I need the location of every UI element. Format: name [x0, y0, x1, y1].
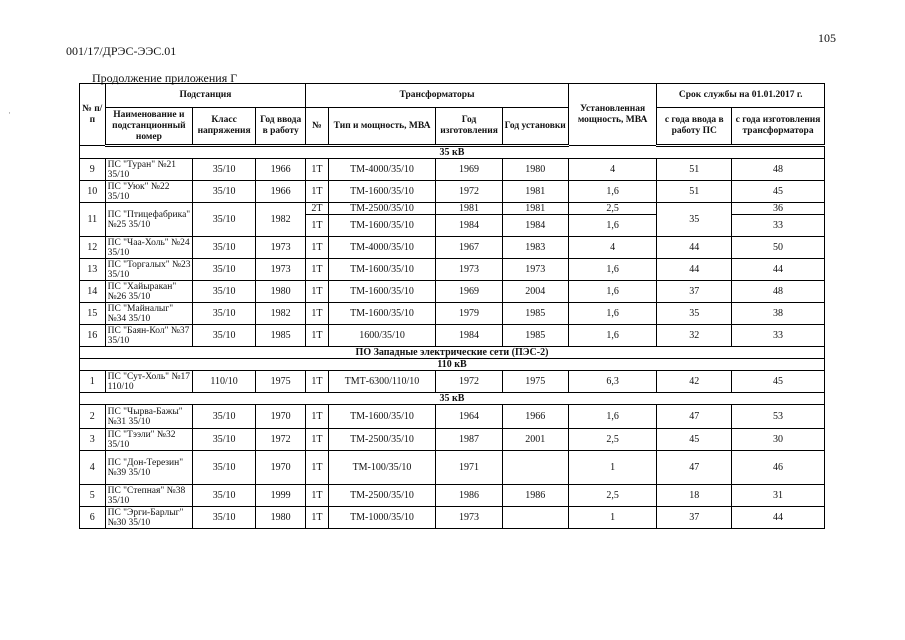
- col-header-since-commission: с года ввода в работу ПС: [657, 108, 732, 146]
- cell-installed-power: 1,6: [568, 325, 657, 347]
- cell-year-made: 1984: [436, 215, 502, 237]
- cell-year-made: 1971: [436, 451, 502, 485]
- cell-voltage-class: 35/10: [193, 429, 256, 451]
- page-number: 105: [818, 31, 836, 45]
- col-header-num: № п/п: [80, 84, 106, 146]
- cell-life-since-commission: 44: [657, 259, 732, 281]
- cell-year-commission: 1966: [256, 159, 306, 181]
- cell-life-since-made: 45: [732, 371, 825, 393]
- cell-type-power: ТМ-1600/35/10: [328, 281, 436, 303]
- cell-year-made: 1969: [436, 281, 502, 303]
- cell-name: ПС "Туран" №21 35/10: [105, 159, 193, 181]
- cell-year-made: 1981: [436, 203, 502, 215]
- cell-num: 6: [80, 507, 106, 529]
- cell-installed-power: 1,6: [568, 215, 657, 237]
- cell-life-since-commission: 47: [657, 451, 732, 485]
- margin-mark: ·: [8, 108, 11, 118]
- cell-year-install: 1973: [502, 259, 568, 281]
- col-header-tnum: №: [306, 108, 328, 146]
- cell-type-power: ТМ-1600/35/10: [328, 215, 436, 237]
- cell-year-install: 1983: [502, 237, 568, 259]
- cell-year-install: 1986: [502, 485, 568, 507]
- cell-life-since-made: 48: [732, 281, 825, 303]
- col-header-year-install: Год установки: [502, 108, 568, 146]
- col-header-year-commission: Год ввода в работу: [256, 108, 306, 146]
- cell-life-since-made: 33: [732, 325, 825, 347]
- table-row: [80, 203, 825, 215]
- cell-life-since-commission: 37: [657, 281, 732, 303]
- cell-life-since-made: 50: [732, 237, 825, 259]
- cell-installed-power: 4: [568, 237, 657, 259]
- table-row: [80, 405, 825, 429]
- cell-voltage-class: 35/10: [193, 451, 256, 485]
- cell-year-made: 1967: [436, 237, 502, 259]
- cell-tnum: 1Т: [306, 237, 328, 259]
- cell-year-install: 1985: [502, 325, 568, 347]
- cell-tnum: 1Т: [306, 215, 328, 237]
- col-header-year-made: Год изготовления: [436, 108, 502, 146]
- cell-type-power: ТМ-2500/35/10: [328, 485, 436, 507]
- cell-tnum: 1Т: [306, 159, 328, 181]
- cell-tnum: 1Т: [306, 303, 328, 325]
- cell-life-since-commission: 51: [657, 159, 732, 181]
- cell-year-commission: 1982: [256, 203, 306, 237]
- cell-name: ПС "Чырва-Бажы" №31 35/10: [105, 405, 193, 429]
- cell-installed-power: 4: [568, 159, 657, 181]
- cell-num: 14: [80, 281, 106, 303]
- cell-name: ПС "Дон-Терезин" №39 35/10: [105, 451, 193, 485]
- cell-life-since-commission: 32: [657, 325, 732, 347]
- table-row: [80, 181, 825, 203]
- cell-year-made: 1979: [436, 303, 502, 325]
- cell-life-since-commission: 18: [657, 485, 732, 507]
- table-row: [80, 451, 825, 485]
- cell-year-made: 1972: [436, 181, 502, 203]
- cell-name: ПС "Птицефабрика" №25 35/10: [105, 203, 193, 237]
- cell-name: ПС "Торгалых" №23 35/10: [105, 259, 193, 281]
- col-header-installed-power: Установленная мощность, МВА: [568, 84, 657, 146]
- cell-life-since-commission: 44: [657, 237, 732, 259]
- table-row: [80, 485, 825, 507]
- section-row: [80, 393, 825, 405]
- cell-installed-power: 1,6: [568, 281, 657, 303]
- table-row: [80, 159, 825, 181]
- cell-year-commission: 1985: [256, 325, 306, 347]
- cell-installed-power: 1,6: [568, 259, 657, 281]
- cell-name: ПС "Уюк" №22 35/10: [105, 181, 193, 203]
- cell-year-made: 1984: [436, 325, 502, 347]
- cell-voltage-class: 35/10: [193, 303, 256, 325]
- cell-num: 11: [80, 203, 106, 237]
- section-label: 110 кВ: [80, 359, 825, 371]
- table-row: [80, 371, 825, 393]
- col-header-type-power: Тип и мощность, МВА: [328, 108, 436, 146]
- cell-year-commission: 1970: [256, 405, 306, 429]
- cell-life-since-commission: 37: [657, 507, 732, 529]
- cell-name: ПС "Чаа-Холь" №24 35/10: [105, 237, 193, 259]
- cell-year-made: 1986: [436, 485, 502, 507]
- cell-name: ПС "Хайыракан" №26 35/10: [105, 281, 193, 303]
- cell-num: 3: [80, 429, 106, 451]
- cell-type-power: ТМ-2500/35/10: [328, 429, 436, 451]
- cell-year-made: 1964: [436, 405, 502, 429]
- cell-year-commission: 1972: [256, 429, 306, 451]
- substations-table: [79, 83, 825, 529]
- cell-year-install: 1966: [502, 405, 568, 429]
- cell-year-install: 1981: [502, 203, 568, 215]
- cell-type-power: ТМ-1000/35/10: [328, 507, 436, 529]
- cell-life-since-commission: 47: [657, 405, 732, 429]
- cell-name: ПС "Сут-Холь" №17 110/10: [105, 371, 193, 393]
- cell-num: 16: [80, 325, 106, 347]
- cell-year-made: 1973: [436, 507, 502, 529]
- cell-installed-power: 2,5: [568, 485, 657, 507]
- table-row: [80, 325, 825, 347]
- cell-tnum: 2Т: [306, 203, 328, 215]
- cell-year-commission: 1970: [256, 451, 306, 485]
- cell-year-install: 1975: [502, 371, 568, 393]
- table-row: [80, 429, 825, 451]
- cell-tnum: 1Т: [306, 281, 328, 303]
- cell-num: 9: [80, 159, 106, 181]
- cell-year-made: 1973: [436, 259, 502, 281]
- cell-tnum: 1Т: [306, 325, 328, 347]
- cell-year-commission: 1999: [256, 485, 306, 507]
- cell-type-power: ТМТ-6300/110/10: [328, 371, 436, 393]
- cell-life-since-made: 38: [732, 303, 825, 325]
- cell-voltage-class: 35/10: [193, 325, 256, 347]
- cell-type-power: ТМ-1600/35/10: [328, 405, 436, 429]
- cell-voltage-class: 35/10: [193, 237, 256, 259]
- cell-num: 15: [80, 303, 106, 325]
- cell-year-commission: 1973: [256, 237, 306, 259]
- cell-year-commission: 1980: [256, 507, 306, 529]
- cell-num: 2: [80, 405, 106, 429]
- cell-life-since-made: 44: [732, 259, 825, 281]
- cell-year-commission: 1980: [256, 281, 306, 303]
- cell-life-since-commission: 35: [657, 303, 732, 325]
- cell-type-power: ТМ-100/35/10: [328, 451, 436, 485]
- cell-installed-power: 2,5: [568, 429, 657, 451]
- cell-type-power: ТМ-1600/35/10: [328, 303, 436, 325]
- cell-voltage-class: 35/10: [193, 259, 256, 281]
- cell-num: 1: [80, 371, 106, 393]
- section-row: [80, 146, 825, 159]
- cell-voltage-class: 110/10: [193, 371, 256, 393]
- cell-life-since-commission: 45: [657, 429, 732, 451]
- header-row-2: [80, 108, 825, 146]
- cell-life-since-made: 31: [732, 485, 825, 507]
- cell-num: 5: [80, 485, 106, 507]
- header-row-1: [80, 84, 825, 108]
- cell-voltage-class: 35/10: [193, 405, 256, 429]
- cell-life-since-made: 48: [732, 159, 825, 181]
- cell-installed-power: 6,3: [568, 371, 657, 393]
- cell-life-since-made: 45: [732, 181, 825, 203]
- cell-year-install: 1980: [502, 159, 568, 181]
- cell-type-power: ТМ-4000/35/10: [328, 159, 436, 181]
- cell-voltage-class: 35/10: [193, 159, 256, 181]
- cell-type-power: ТМ-1600/35/10: [328, 181, 436, 203]
- cell-type-power: ТМ-4000/35/10: [328, 237, 436, 259]
- table-row: [80, 259, 825, 281]
- cell-installed-power: 2,5: [568, 203, 657, 215]
- cell-voltage-class: 35/10: [193, 507, 256, 529]
- section-row: [80, 359, 825, 371]
- cell-life-since-made: 46: [732, 451, 825, 485]
- cell-tnum: 1Т: [306, 507, 328, 529]
- cell-life-since-commission: 35: [657, 203, 732, 237]
- cell-tnum: 1Т: [306, 429, 328, 451]
- cell-year-made: 1972: [436, 371, 502, 393]
- cell-tnum: 1Т: [306, 371, 328, 393]
- cell-life-since-made: 30: [732, 429, 825, 451]
- cell-name: ПС "Баян-Кол" №37 35/10: [105, 325, 193, 347]
- cell-year-commission: 1982: [256, 303, 306, 325]
- section-row: [80, 347, 825, 359]
- table-row: [80, 303, 825, 325]
- cell-year-install: 2001: [502, 429, 568, 451]
- cell-life-since-made: 36: [732, 203, 825, 215]
- cell-name: ПС "Тээли" №32 35/10: [105, 429, 193, 451]
- cell-voltage-class: 35/10: [193, 485, 256, 507]
- cell-num: 12: [80, 237, 106, 259]
- cell-tnum: 1Т: [306, 485, 328, 507]
- cell-num: 10: [80, 181, 106, 203]
- appendix-caption: Продолжение приложения Г: [92, 71, 238, 85]
- cell-life-since-commission: 42: [657, 371, 732, 393]
- cell-year-install: 1984: [502, 215, 568, 237]
- cell-voltage-class: 35/10: [193, 203, 256, 237]
- cell-type-power: ТМ-1600/35/10: [328, 259, 436, 281]
- cell-installed-power: 1: [568, 451, 657, 485]
- document-id: 001/17/ДРЭС-ЭЭС.01: [66, 44, 177, 58]
- cell-tnum: 1Т: [306, 181, 328, 203]
- cell-life-since-made: 44: [732, 507, 825, 529]
- cell-installed-power: 1: [568, 507, 657, 529]
- cell-tnum: 1Т: [306, 405, 328, 429]
- col-header-voltage-class: Класс напряжения: [193, 108, 256, 146]
- cell-num: 4: [80, 451, 106, 485]
- table-row: [80, 237, 825, 259]
- cell-year-made: 1969: [436, 159, 502, 181]
- col-header-service-life: Срок службы на 01.01.2017 г.: [657, 84, 825, 108]
- col-header-substation: Подстанция: [105, 84, 306, 108]
- cell-year-install: 2004: [502, 281, 568, 303]
- cell-name: ПС "Майналыг" №34 35/10: [105, 303, 193, 325]
- cell-installed-power: 1,6: [568, 303, 657, 325]
- cell-type-power: ТМ-2500/35/10: [328, 203, 436, 215]
- cell-year-made: 1987: [436, 429, 502, 451]
- cell-year-commission: 1973: [256, 259, 306, 281]
- section-label: 35 кВ: [80, 146, 825, 159]
- section-label: ПО Западные электрические сети (ПЭС-2): [80, 347, 825, 359]
- cell-life-since-made: 53: [732, 405, 825, 429]
- cell-year-install: 1985: [502, 303, 568, 325]
- cell-type-power: 1600/35/10: [328, 325, 436, 347]
- cell-voltage-class: 35/10: [193, 281, 256, 303]
- cell-name: ПС "Степная" №38 35/10: [105, 485, 193, 507]
- cell-year-install: [502, 451, 568, 485]
- col-header-since-made: с года изготовления трансформатора: [732, 108, 825, 146]
- cell-life-since-made: 33: [732, 215, 825, 237]
- cell-installed-power: 1,6: [568, 405, 657, 429]
- cell-year-commission: 1966: [256, 181, 306, 203]
- cell-tnum: 1Т: [306, 259, 328, 281]
- cell-year-commission: 1975: [256, 371, 306, 393]
- cell-year-install: [502, 507, 568, 529]
- table-row: [80, 507, 825, 529]
- col-header-name: Наименование и подстанционный номер: [105, 108, 193, 146]
- table-body: [80, 84, 825, 529]
- cell-life-since-commission: 51: [657, 181, 732, 203]
- col-header-transformers: Трансформаторы: [306, 84, 569, 108]
- cell-tnum: 1Т: [306, 451, 328, 485]
- cell-voltage-class: 35/10: [193, 181, 256, 203]
- cell-num: 13: [80, 259, 106, 281]
- table-row: [80, 281, 825, 303]
- cell-year-install: 1981: [502, 181, 568, 203]
- cell-name: ПС "Эрги-Барлыг" №30 35/10: [105, 507, 193, 529]
- cell-installed-power: 1,6: [568, 181, 657, 203]
- section-label: 35 кВ: [80, 393, 825, 405]
